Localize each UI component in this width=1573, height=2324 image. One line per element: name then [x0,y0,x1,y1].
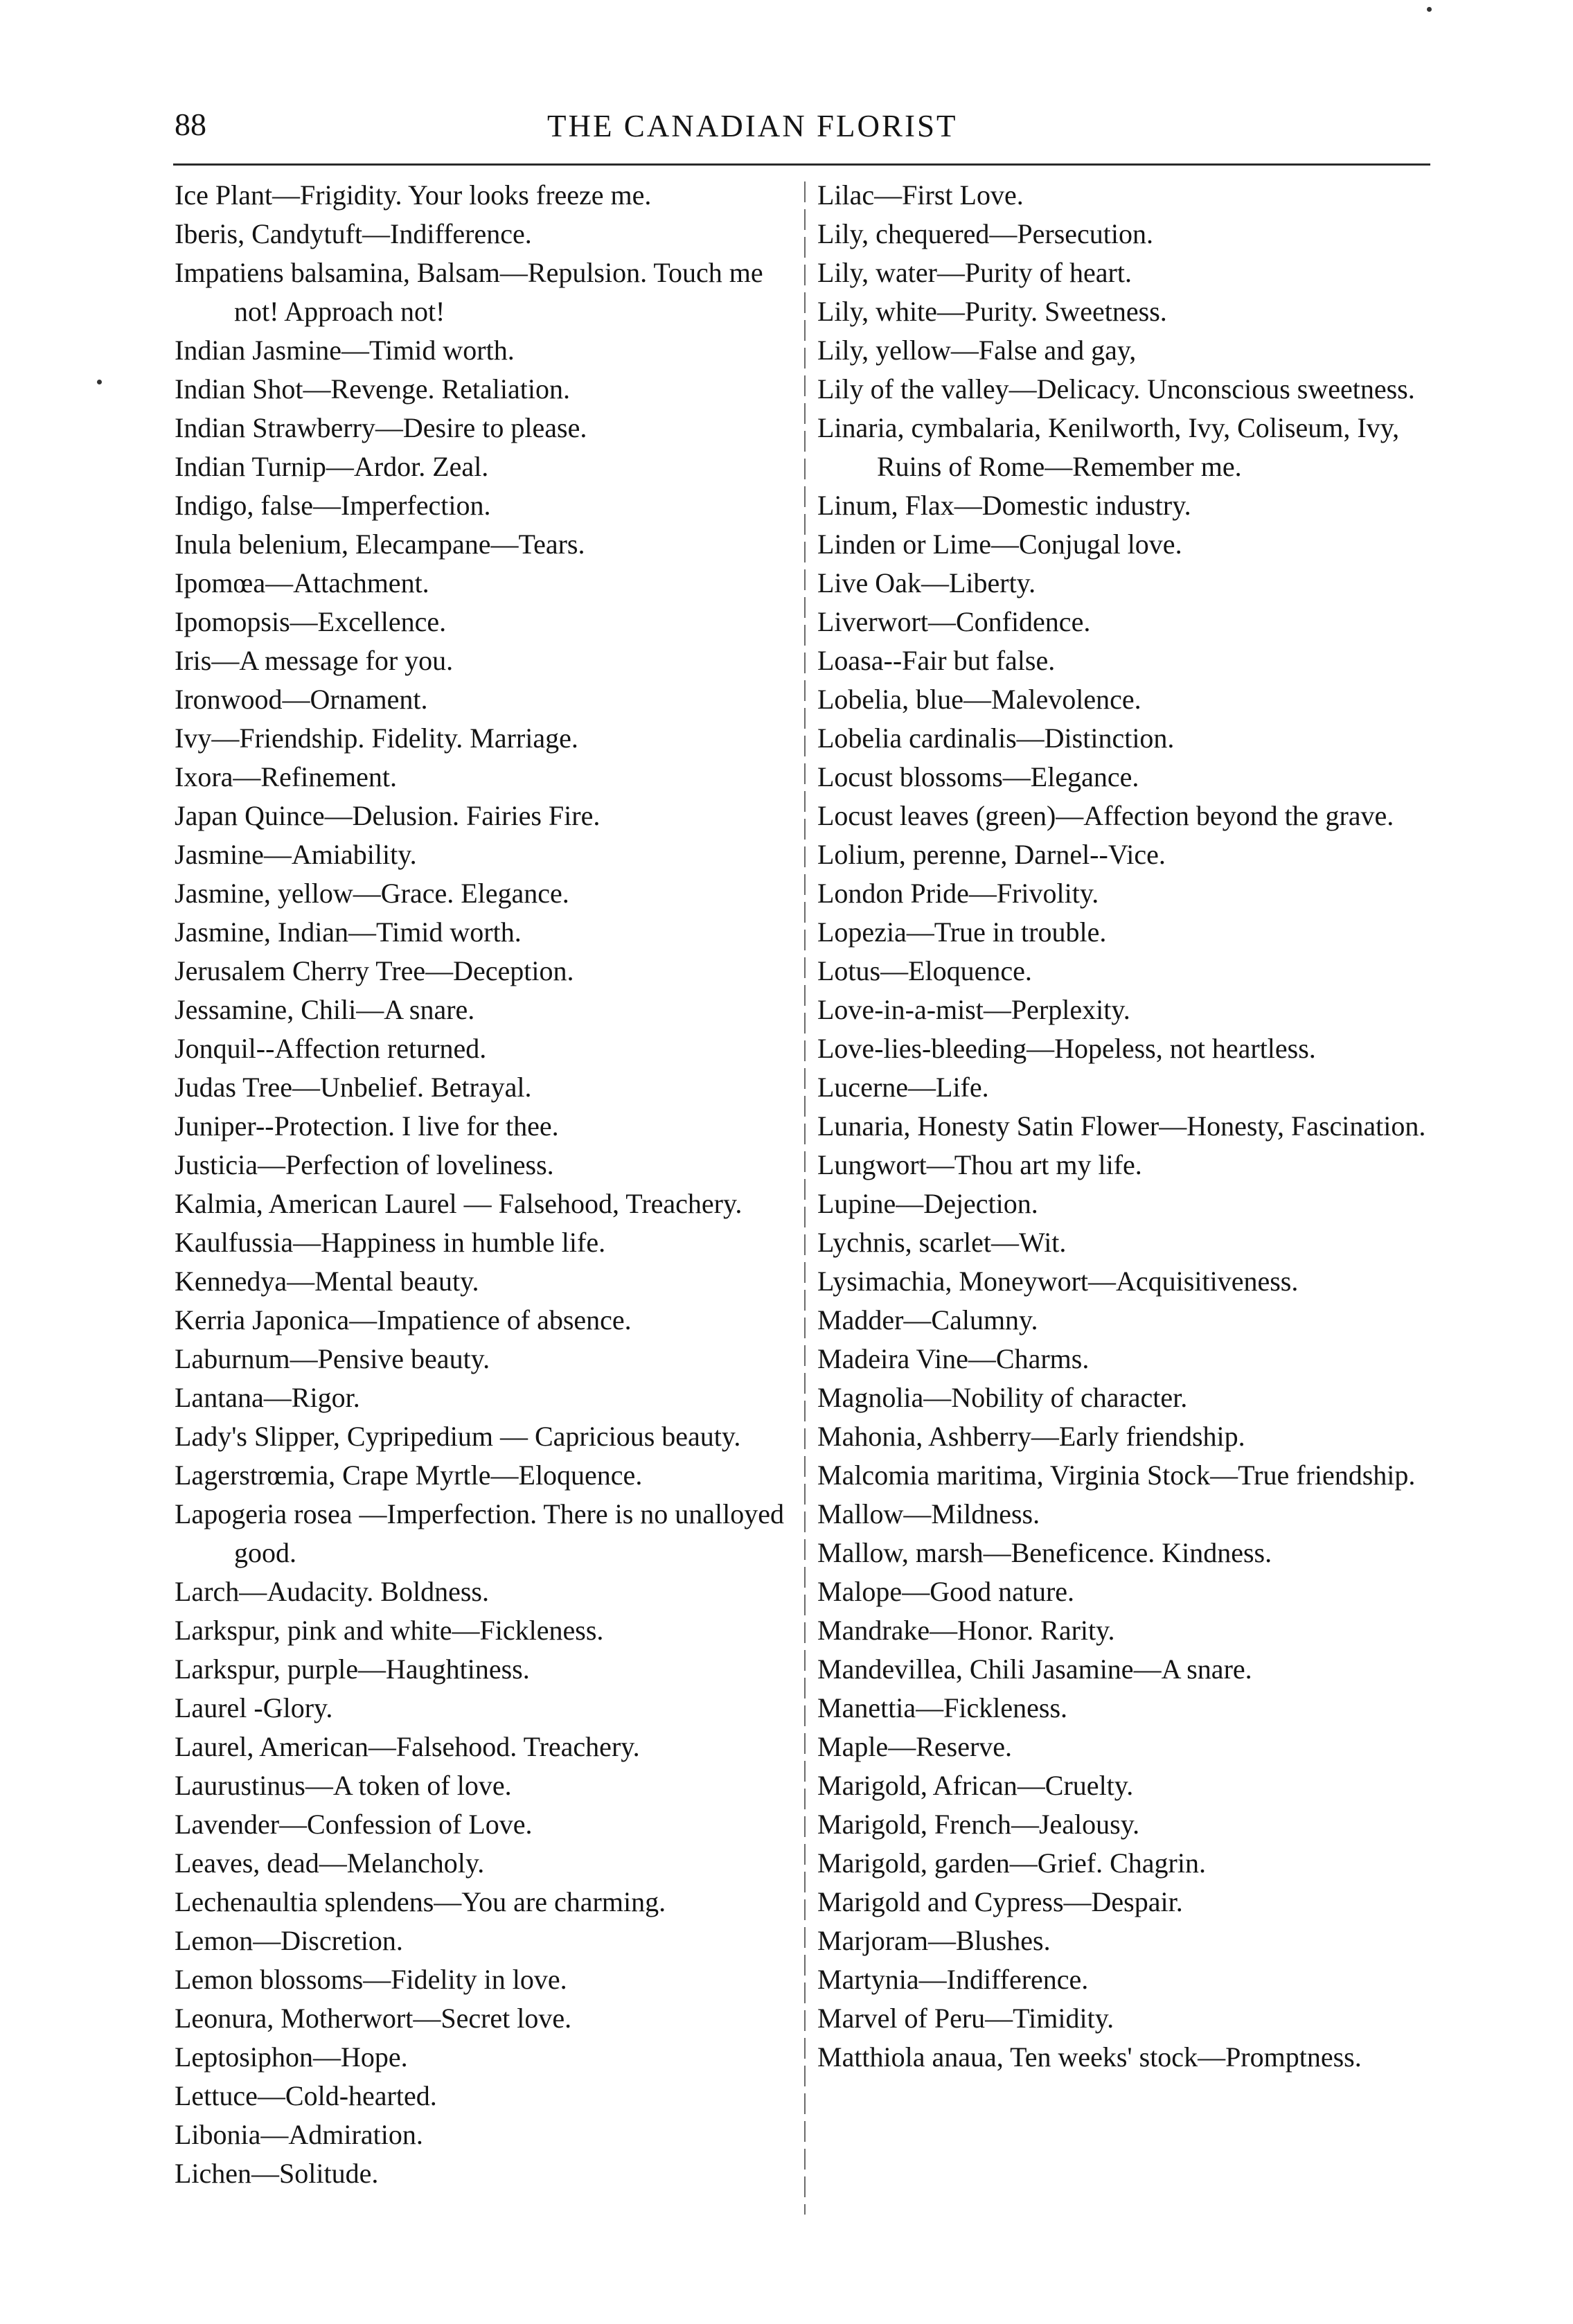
glossary-entry: Lantana—Rigor. [175,1382,360,1413]
glossary-entry: Lotus—Eloquence. [817,955,1032,986]
glossary-entry: London Pride—Frivolity. [817,878,1099,909]
glossary-entry: Madeira Vine—Charms. [817,1343,1090,1374]
glossary-entry: Lemon—Discretion. [175,1925,403,1956]
glossary-entry: Lagerstrœmia, Crape Myrtle—Eloquence. [175,1460,643,1491]
glossary-entry: Ipomopsis—Excellence. [175,606,447,637]
glossary-entry: Kaulfussia—Happiness in humble life. [175,1227,606,1258]
glossary-entry: Lolium, perenne, Darnel--Vice. [817,839,1166,870]
glossary-entry: Kerria Japonica—Impatience of absence. [175,1304,632,1336]
glossary-entry: Ivy—Friendship. Fidelity. Marriage. [175,722,578,754]
glossary-entry: Jonquil--Affection returned. [175,1033,487,1064]
left-column [175,176,791,2193]
glossary-entry: Kalmia, American Laurel — Falsehood, Treachery. [175,1188,743,1219]
glossary-entry: Marigold, African—Cruelty. [817,1770,1134,1801]
glossary-entry: Lobelia, blue—Malevolence. [817,684,1141,715]
glossary-entry: Malope—Good nature. [817,1576,1075,1607]
glossary-entry: Loasa--Fair but false. [817,645,1056,676]
glossary-entry: Manettia—Fickleness. [817,1692,1068,1723]
glossary-entry: Lichen—Solitude. [175,2158,379,2189]
glossary-entry: Lopezia—True in trouble. [817,916,1107,948]
glossary-entry: Laurel, American—Falsehood. Treachery. [175,1731,640,1762]
glossary-entry: Impatiens balsamina, Balsam—Repulsion. Touch me not! Approach not! [175,257,763,327]
glossary-entry: Iris—A message for you. [175,645,454,676]
glossary-entry: Laurustinus—A token of love. [175,1770,512,1801]
glossary-entry: Lilac—First Love. [817,179,1024,211]
glossary-entry: Libonia—Admiration. [175,2119,423,2150]
glossary-entry: Indian Jasmine—Timid worth. [175,335,515,366]
glossary-entry: Indigo, false—Imperfection. [175,490,491,521]
glossary-entry: Lily, white—Purity. Sweetness. [817,296,1167,327]
glossary-entry: Judas Tree—Unbelief. Betrayal. [175,1072,532,1103]
glossary-entry: Ice Plant—Frigidity. Your looks freeze me. [175,179,652,211]
header-rule [173,163,1430,166]
running-head: THE CANADIAN FLORIST [547,109,958,143]
glossary-entry: Larkspur, purple—Haughtiness. [175,1653,530,1685]
glossary-entry: Lungwort—Thou art my life. [817,1149,1142,1180]
glossary-entry: Love-in-a-mist—Perplexity. [817,994,1130,1025]
glossary-entry: Jasmine, Indian—Timid worth. [175,916,522,948]
glossary-entry: Lemon blossoms—Fidelity in love. [175,1964,567,1995]
glossary-entry: Leaves, dead—Melancholy. [175,1847,485,1879]
glossary-entry: Laurel -Glory. [175,1692,333,1723]
glossary-entry: Marigold and Cypress—Despair. [817,1886,1183,1917]
glossary-entry: Laburnum—Pensive beauty. [175,1343,490,1374]
glossary-entry: Indian Strawberry—Desire to please. [175,412,587,443]
glossary-entry: Linum, Flax—Domestic industry. [817,490,1191,521]
glossary-entry: Liverwort—Confidence. [817,606,1091,637]
glossary-entry: Kennedya—Mental beauty. [175,1266,479,1297]
glossary-entry: Japan Quince—Delusion. Fairies Fire. [175,800,601,831]
right-column [817,176,1434,2077]
glossary-entry: Lysimachia, Moneywort—Acquisitiveness. [817,1266,1299,1297]
glossary-entry: Jerusalem Cherry Tree—Deception. [175,955,574,986]
glossary-entry: Leonura, Motherwort—Secret love. [175,2003,572,2034]
glossary-entry: Linden or Lime—Conjugal love. [817,529,1182,560]
glossary-entry: Mandevillea, Chili Jasamine—A snare. [817,1653,1252,1685]
glossary-entry: Lychnis, scarlet—Wit. [817,1227,1067,1258]
glossary-entry: Lobelia cardinalis—Distinction. [817,722,1175,754]
glossary-entry: Inula belenium, Elecampane—Tears. [175,529,585,560]
glossary-entry: Locust leaves (green)—Affection beyond the grave. [817,800,1394,831]
glossary-entry: Matthiola anaua, Ten weeks' stock—Promptness. [817,2041,1362,2073]
margin-speck [1427,7,1432,12]
glossary-entry: Lady's Slipper, Cypripedium — Capricious beauty. [175,1421,741,1452]
glossary-entry: Lily, water—Purity of heart. [817,257,1132,288]
glossary-entry: Lily of the valley—Delicacy. Unconscious sweetness. [817,373,1415,405]
glossary-entry: Locust blossoms—Elegance. [817,761,1139,792]
glossary-entry: Justicia—Perfection of loveliness. [175,1149,554,1180]
glossary-entry: Iberis, Candytuft—Indifference. [175,218,532,249]
glossary-entry: Lapogeria rosea —Imperfection. There is no unalloyed good. [175,1498,785,1568]
glossary-entry: Lily, chequered—Persecution. [817,218,1154,249]
glossary-entry: Martynia—Indifference. [817,1964,1089,1995]
glossary-entry: Lucerne—Life. [817,1072,989,1103]
glossary-entry: Mandrake—Honor. Rarity. [817,1615,1115,1646]
page-number: 88 [175,107,206,142]
glossary-entry: Jessamine, Chili—A snare. [175,994,475,1025]
glossary-entry: Live Oak—Liberty. [817,567,1036,598]
glossary-entry: Lechenaultia splendens—You are charming. [175,1886,666,1917]
glossary-entry: Jasmine, yellow—Grace. Elegance. [175,878,569,909]
glossary-entry: Linaria, cymbalaria, Kenilworth, Ivy, Coliseum, Ivy, Ruins of Rome—Remember me. [817,412,1400,482]
glossary-entry: Mallow—Mildness. [817,1498,1040,1529]
glossary-entry: Lavender—Confession of Love. [175,1809,533,1840]
glossary-entry: Marvel of Peru—Timidity. [817,2003,1114,2034]
glossary-entry: Ipomœa—Attachment. [175,567,429,598]
margin-speck [97,380,102,384]
glossary-entry: Mahonia, Ashberry—Early friendship. [817,1421,1245,1452]
glossary-entry: Maple—Reserve. [817,1731,1013,1762]
glossary-entry: Marjoram—Blushes. [817,1925,1051,1956]
glossary-entry: Love-lies-bleeding—Hopeless, not heartless. [817,1033,1316,1064]
glossary-entry: Lupine—Dejection. [817,1188,1038,1219]
glossary-entry: Marigold, French—Jealousy. [817,1809,1140,1840]
glossary-entry: Mallow, marsh—Beneficence. Kindness. [817,1537,1272,1568]
glossary-entry: Ixora—Refinement. [175,761,397,792]
glossary-entry: Magnolia—Nobility of character. [817,1382,1188,1413]
glossary-entry: Larch—Audacity. Boldness. [175,1576,489,1607]
column-divider [804,181,806,2215]
glossary-entry: Marigold, garden—Grief. Chagrin. [817,1847,1206,1879]
glossary-entry: Leptosiphon—Hope. [175,2041,408,2073]
glossary-entry: Malcomia maritima, Virginia Stock—True friendship. [817,1460,1416,1491]
glossary-entry: Lettuce—Cold-hearted. [175,2080,437,2111]
glossary-entry: Lily, yellow—False and gay, [817,335,1137,366]
glossary-entry: Juniper--Protection. I live for thee. [175,1110,559,1142]
glossary-entry: Indian Turnip—Ardor. Zeal. [175,451,489,482]
glossary-entry: Lunaria, Honesty Satin Flower—Honesty, Fascination. [817,1110,1426,1142]
glossary-entry: Madder—Calumny. [817,1304,1038,1336]
glossary-entry: Indian Shot—Revenge. Retaliation. [175,373,570,405]
glossary-entry: Ironwood—Ornament. [175,684,428,715]
glossary-entry: Larkspur, pink and white—Fickleness. [175,1615,604,1646]
glossary-entry: Jasmine—Amiability. [175,839,417,870]
